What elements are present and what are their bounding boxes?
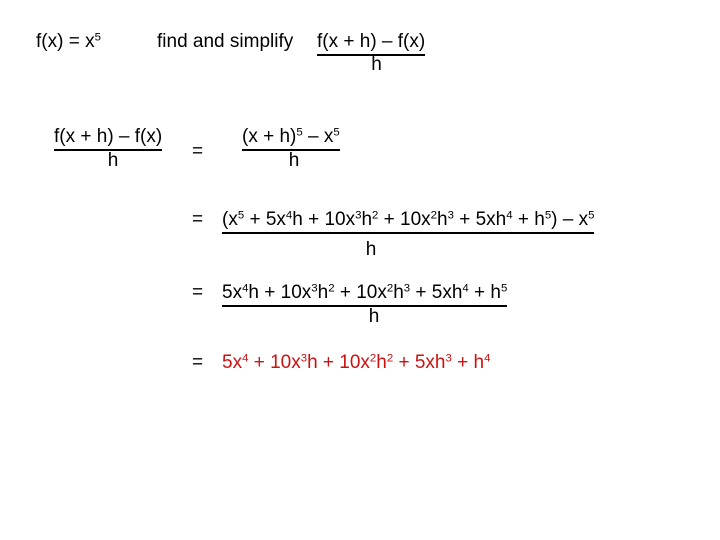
- term: + 5x: [244, 209, 286, 230]
- term: + 5xh: [410, 282, 463, 303]
- term: h: [361, 209, 373, 230]
- instruction-text: find and simplify: [157, 31, 294, 52]
- term: 5x: [222, 352, 243, 373]
- exp: 4: [462, 282, 469, 295]
- term: + h: [451, 352, 485, 373]
- term: + 5xh: [453, 209, 507, 230]
- step2-denominator: h: [365, 239, 377, 260]
- difference-quotient-numerator: [317, 32, 425, 51]
- step3-numerator-line: [222, 282, 507, 307]
- function-definition: [36, 32, 101, 51]
- exp: 3: [300, 352, 308, 365]
- exp: 3: [445, 352, 452, 365]
- exp: 5: [296, 126, 303, 139]
- exp: 4: [506, 209, 513, 222]
- term: + 10x: [334, 282, 387, 303]
- exp: 3: [355, 209, 362, 222]
- term: (x + h): [242, 126, 297, 147]
- definition-text: f(x) = x: [36, 31, 95, 52]
- term: h: [376, 352, 387, 373]
- exp: 3: [447, 209, 454, 222]
- exp: 2: [386, 282, 394, 295]
- term: ) – x: [551, 209, 589, 230]
- term: 5x: [222, 282, 243, 303]
- lhs-numerator: [54, 127, 162, 146]
- dq-numerator-text: f(x + h) – f(x): [317, 31, 425, 56]
- exp: 5: [588, 209, 595, 222]
- lhs-denominator: h: [107, 150, 119, 171]
- step3-numerator: [222, 283, 507, 302]
- term: h: [317, 282, 329, 303]
- exp: 4: [285, 209, 293, 222]
- term: h: [393, 282, 404, 303]
- term: h + 10x: [248, 282, 312, 303]
- term: + h: [468, 282, 501, 303]
- exp: 5: [333, 126, 340, 139]
- definition-exponent: 5: [94, 31, 101, 44]
- term: h + 10x: [292, 209, 356, 230]
- exp: 3: [403, 282, 411, 295]
- step1-numerator: [242, 127, 340, 146]
- step3-denominator: h: [368, 306, 380, 327]
- difference-quotient-denominator: h: [371, 54, 382, 75]
- term: + h: [512, 209, 545, 230]
- term: + 10x: [378, 209, 431, 230]
- lhs-numerator-text: f(x + h) – f(x): [54, 126, 162, 151]
- exp: 3: [311, 282, 318, 295]
- equals-sign-3: =: [192, 282, 204, 303]
- exp: 2: [386, 352, 394, 365]
- term: h + 10x: [307, 352, 370, 373]
- term: + 5xh: [393, 352, 446, 373]
- step2-numerator-line: [222, 209, 594, 234]
- exp: 2: [372, 209, 379, 222]
- final-result: [222, 353, 490, 372]
- term: (x: [222, 209, 238, 230]
- term: h: [437, 209, 448, 230]
- equals-sign-1: =: [192, 141, 204, 162]
- equals-sign-4: =: [192, 352, 204, 373]
- exp: 5: [500, 282, 508, 295]
- exp: 2: [328, 282, 335, 295]
- exp: 2: [430, 209, 438, 222]
- step1-denominator: h: [288, 150, 300, 171]
- exp: 5: [544, 209, 552, 222]
- step2-numerator: [222, 210, 594, 229]
- step1-numerator-line: [242, 126, 340, 151]
- term: – x: [302, 126, 334, 147]
- exp: 5: [237, 209, 245, 222]
- term: + 10x: [248, 352, 301, 373]
- equals-sign-2: =: [192, 209, 204, 230]
- exp: 4: [242, 282, 249, 295]
- exp: 4: [242, 352, 249, 365]
- exp: 2: [369, 352, 377, 365]
- exp: 4: [484, 352, 491, 365]
